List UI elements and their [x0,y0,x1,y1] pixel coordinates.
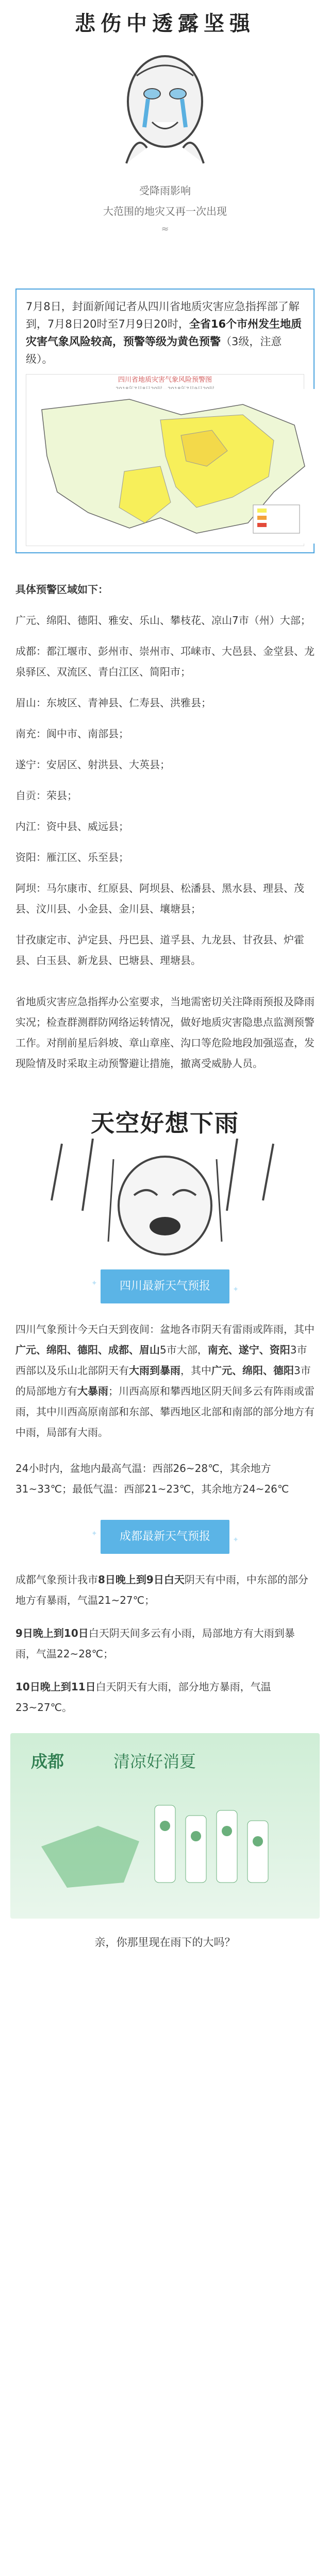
text: 5市大部， [160,1344,208,1356]
region-item: 成都：都江堰市、彭州市、崇州市、邛崃市、大邑县、金堂县、龙泉驿区、双流区、青白江区、简阳市； [15,645,315,678]
region-item: 眉山：东坡区、青神县、仁寿县、洪雅县； [15,697,211,709]
rain-cloud-icon [21,1785,309,1908]
map-title-text: 四川省地质灾害气象风险预警图 [118,376,212,384]
sichuan-forecast-banner [91,1269,239,1303]
text: 阴天有中雨，中东部的部分地方有暴雨，气温21~27℃； [15,1573,308,1606]
text: 广元、绵阳、德阳、成都、眉山 [15,1344,160,1356]
intro-line-2: 大范围的地灾又再一次出现 [103,205,227,217]
alert-text-bold: 全省16个市州发生地质灾害气象风险较高，预警等级为黄色预警 [26,318,302,348]
text: 3市西部以及乐山北部阴天有 [15,1344,307,1377]
risk-map [26,374,304,546]
card-slogan: 清凉好消夏 [113,1752,196,1771]
region-item: 南充：阆中市、南部县； [15,727,129,740]
sparkle-icon: ✦ [233,1536,239,1544]
header [0,0,330,170]
rain-meme [31,1105,299,1259]
text: 大暴雨 [77,1385,108,1397]
region-item: 资阳：雁江区、乐至县； [15,851,129,863]
text: 3市的局部地方有 [15,1364,311,1397]
weather-card [10,1733,320,1919]
regions-section [0,579,330,1074]
chengdu-forecast-p1 [15,1569,315,1611]
text: 四川气象预计今天白天到夜间：盆地各市阴天有雷雨或阵雨，其中 [15,1323,315,1335]
sichuan-forecast-p2: 24小时内，盆地内最高气温：西部26~28℃，其余地方31~33℃；最低气温：西部21~23℃，其余地方24~26℃ [15,1462,289,1495]
alert-text-after: （3级，注意级）。 [26,335,282,365]
region-item: 甘孜康定市、泸定县、丹巴县、道孚县、九龙县、甘孜县、炉霍县、白玉县、新龙县、巴塘县、理塘县。 [15,934,304,967]
text: 南充、遂宁、资阳 [207,1344,290,1356]
regions-lead: 具体预警区域如下： [15,583,108,596]
card-city: 成都 [31,1752,64,1771]
chengdu-forecast-banner [91,1520,239,1554]
text: 大雨到暴雨 [129,1364,180,1377]
region-item: 广元、绵阳、德阳、雅安、乐山、攀枝花、凉山7市（州）大部； [15,614,311,626]
hero-title: 悲伤中透露坚强 [75,12,255,36]
chengdu-forecast-p3 [15,1676,315,1718]
text: 白天阴天有大雨，部分地方暴雨，气温23~27℃。 [15,1681,271,1714]
alert-text [26,298,304,368]
closing-question: 亲，你那里现在雨下的大吗？ [94,1936,236,1948]
sichuan-forecast-p1 [15,1319,315,1443]
alert-text-before: 7月8日，封面新闻记者从四川省地质灾害应急指挥部了解到，7月8日20时至7月9日20时， [26,300,300,330]
text: 成都气象预计我市 [15,1573,98,1586]
text: 9日晚上到10日 [15,1627,89,1639]
notice-paragraph: 省地质灾害应急指挥办公室要求，当地需密切关注降雨预报及降雨实况；检查群测群防网络运转情况，做好地质灾害隐患点监测预警工作。对削前星后斜坡、章山章座、沟口等危险地段加强巡查，发现险情及时采取主动预警避让措施，撤离受威胁人员。 [15,995,315,1070]
banner-label: 四川最新天气预报 [119,1280,210,1293]
map-title [26,375,304,389]
wave-divider-icon: ≈ [161,224,169,234]
intro-line-1: 受降雨影响 [139,184,191,197]
region-item: 阿坝：马尔康市、红原县、阿坝县、松潘县、黑水县、理县、茂县、汶川县、小金县、金川县、壤塘县； [15,882,304,915]
region-item: 遂宁：安居区、射洪县、大英县； [15,758,170,771]
region-item: 内江：资中县、威远县； [15,820,129,833]
sichuan-forecast [0,1319,330,1499]
sparkle-icon: ✦ [91,1279,97,1287]
text: ；川西高原和攀西地区阴天间多云有阵雨或雷雨，其中川西高原南部和东部、攀西地区北部和南部的部分地方有中雨，局部有大雨。 [15,1385,315,1438]
sparkle-icon: ✦ [233,1285,239,1294]
banner-label: 成都最新天气预报 [119,1530,210,1543]
text: 10日晚上到11日 [15,1681,96,1693]
sichuan-map-icon [26,389,315,544]
text: ，其中 [180,1364,211,1377]
region-item: 自贡：荣县； [15,789,77,802]
chengdu-forecast-p2 [15,1623,315,1664]
text: 8日晚上到9日白天 [98,1573,185,1586]
meme-caption: 天空好想下雨 [91,1109,239,1137]
rain-face-icon [31,1139,299,1257]
intro [0,170,330,289]
crying-meme-illustration [116,45,214,168]
sparkle-icon: ✦ [91,1530,97,1538]
alert-box [15,289,315,553]
chengdu-forecast [0,1569,330,1718]
text: 白天阴天间多云有小雨，局部地方有大雨到暴雨，气温22~28℃； [15,1627,295,1660]
text: 广元、绵阳、德阳 [211,1364,294,1377]
